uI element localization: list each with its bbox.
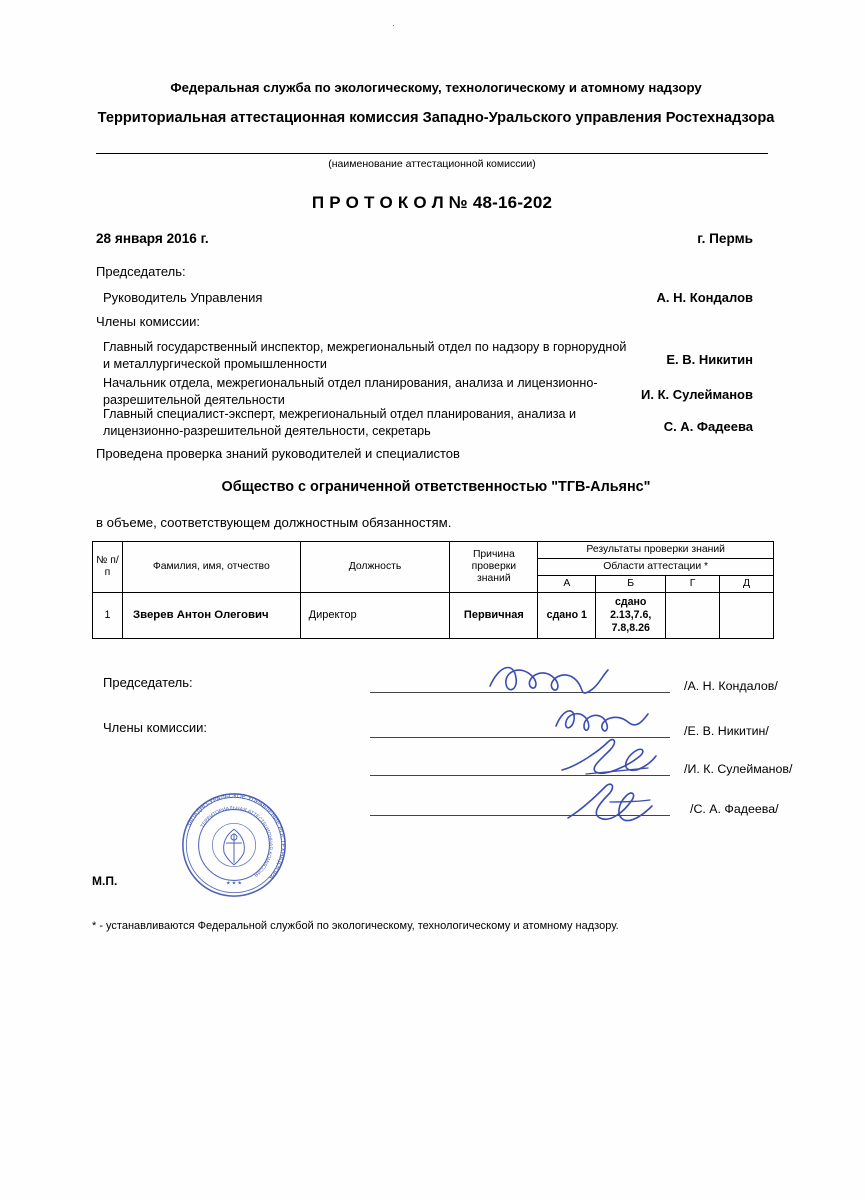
handwritten-signature-4 [558, 782, 668, 830]
signature-name-2: /Е. В. Никитин/ [684, 724, 769, 738]
signature-line-1 [370, 692, 670, 693]
member-name-1: Е. В. Никитин [666, 352, 753, 367]
cell-position: Директор [300, 592, 450, 638]
handwritten-signature-1 [480, 656, 620, 700]
th-results-group: Результаты проверки знаний [538, 542, 774, 559]
cell-fio: Зверев Антон Олегович [122, 592, 300, 638]
member-role-1: Главный государственный инспектор, межрегиональный отдел по надзору в горнорудной и металлургической промышленности [103, 340, 627, 372]
top-mark: · [392, 20, 395, 30]
th-fio: Фамилия, имя, отчество [122, 542, 300, 593]
svg-text:ЗАПАДНО-УРАЛЬСКОЕ УПРАВЛЕНИЕ Р: ЗАПАДНО-УРАЛЬСКОЕ УПРАВЛЕНИЕ РОСТЕХНАДЗОРА [185, 792, 287, 881]
cell-num: 1 [93, 592, 123, 638]
signature-line-2 [370, 737, 670, 738]
cell-area-d [720, 592, 774, 638]
member-role-3: Главный специалист-эксперт, межрегиональный отдел планирования, анализа и лицензионно-разрешительной деятельности, секретарь [103, 407, 577, 439]
protocol-date: 28 января 2016 г. [96, 231, 209, 246]
svg-text:ТЕРРИТОРИАЛЬНАЯ АТТЕСТАЦИОННАЯ: ТЕРРИТОРИАЛЬНАЯ АТТЕСТАЦИОННАЯ КОМИССИЯ [200, 806, 273, 877]
check-text: Проведена проверка знаний руководителей и специалистов [96, 446, 460, 461]
signature-chairman-label: Председатель: [103, 675, 193, 690]
signature-members-label: Члены комиссии: [103, 720, 208, 735]
signature-name-4: /С. А. Фадеева/ [690, 802, 779, 816]
th-num: № п/п [93, 542, 123, 593]
commission-caption: (наименование аттестационной комиссии) [328, 158, 536, 170]
chairman-role: Руководитель Управления [103, 290, 263, 305]
handwritten-signature-2 [548, 700, 658, 740]
table-header-row-1 [93, 542, 774, 559]
svg-text:★ ★ ★: ★ ★ ★ [226, 881, 242, 887]
chairman-label: Председатель: [96, 264, 186, 279]
cell-reason: Первичная [450, 592, 538, 638]
organization-name: Общество с ограниченной ответственностью "ТГВ-Альянс" [221, 479, 651, 495]
footnote: * - устанавливаются Федеральной службой по экологическому, технологическому и атомному надзору. [92, 920, 619, 932]
official-stamp [175, 786, 293, 904]
cell-area-b: сдано 2.13,7.6, 7.8,8.26 [596, 592, 666, 638]
cell-area-a: сдано 1 [538, 592, 596, 638]
page-title: П Р О Т О К О Л № 48-16-202 [311, 193, 553, 212]
th-col-b: Б [596, 575, 666, 592]
member-name-2: И. К. Сулейманов [641, 387, 753, 402]
results-table [92, 541, 774, 639]
signature-line-4 [370, 815, 670, 816]
agency-line-2: Территориальная аттестационная комиссия Западно-Уральского управления Ростехнадзора [97, 110, 775, 126]
th-col-g: Г [666, 575, 720, 592]
th-col-d: Д [720, 575, 774, 592]
scope-text: в объеме, соответствующем должностным обязанностям. [96, 515, 452, 530]
signature-name-1: /А. Н. Кондалов/ [684, 679, 778, 693]
header-divider [96, 153, 768, 154]
cell-area-g [666, 592, 720, 638]
signature-line-3 [370, 775, 670, 776]
signature-name-3: /И. К. Сулейманов/ [684, 762, 793, 776]
th-reason: Причина проверки знаний [450, 542, 538, 593]
th-col-a: А [538, 575, 596, 592]
table-row [93, 592, 774, 638]
protocol-city: г. Пермь [697, 231, 753, 246]
member-role-2: Начальник отдела, межрегиональный отдел планирования, анализа и лицензионно-разрешительной деятельности [103, 376, 598, 408]
th-position: Должность [300, 542, 450, 593]
th-areas-group: Области аттестации * [538, 558, 774, 575]
mp-label: М.П. [92, 874, 118, 888]
chairman-name: А. Н. Кондалов [656, 290, 753, 305]
agency-line-1: Федеральная служба по экологическому, технологическому и атомному надзору [170, 80, 702, 95]
member-name-3: С. А. Фадеева [663, 419, 753, 434]
members-label: Члены комиссии: [96, 314, 201, 329]
